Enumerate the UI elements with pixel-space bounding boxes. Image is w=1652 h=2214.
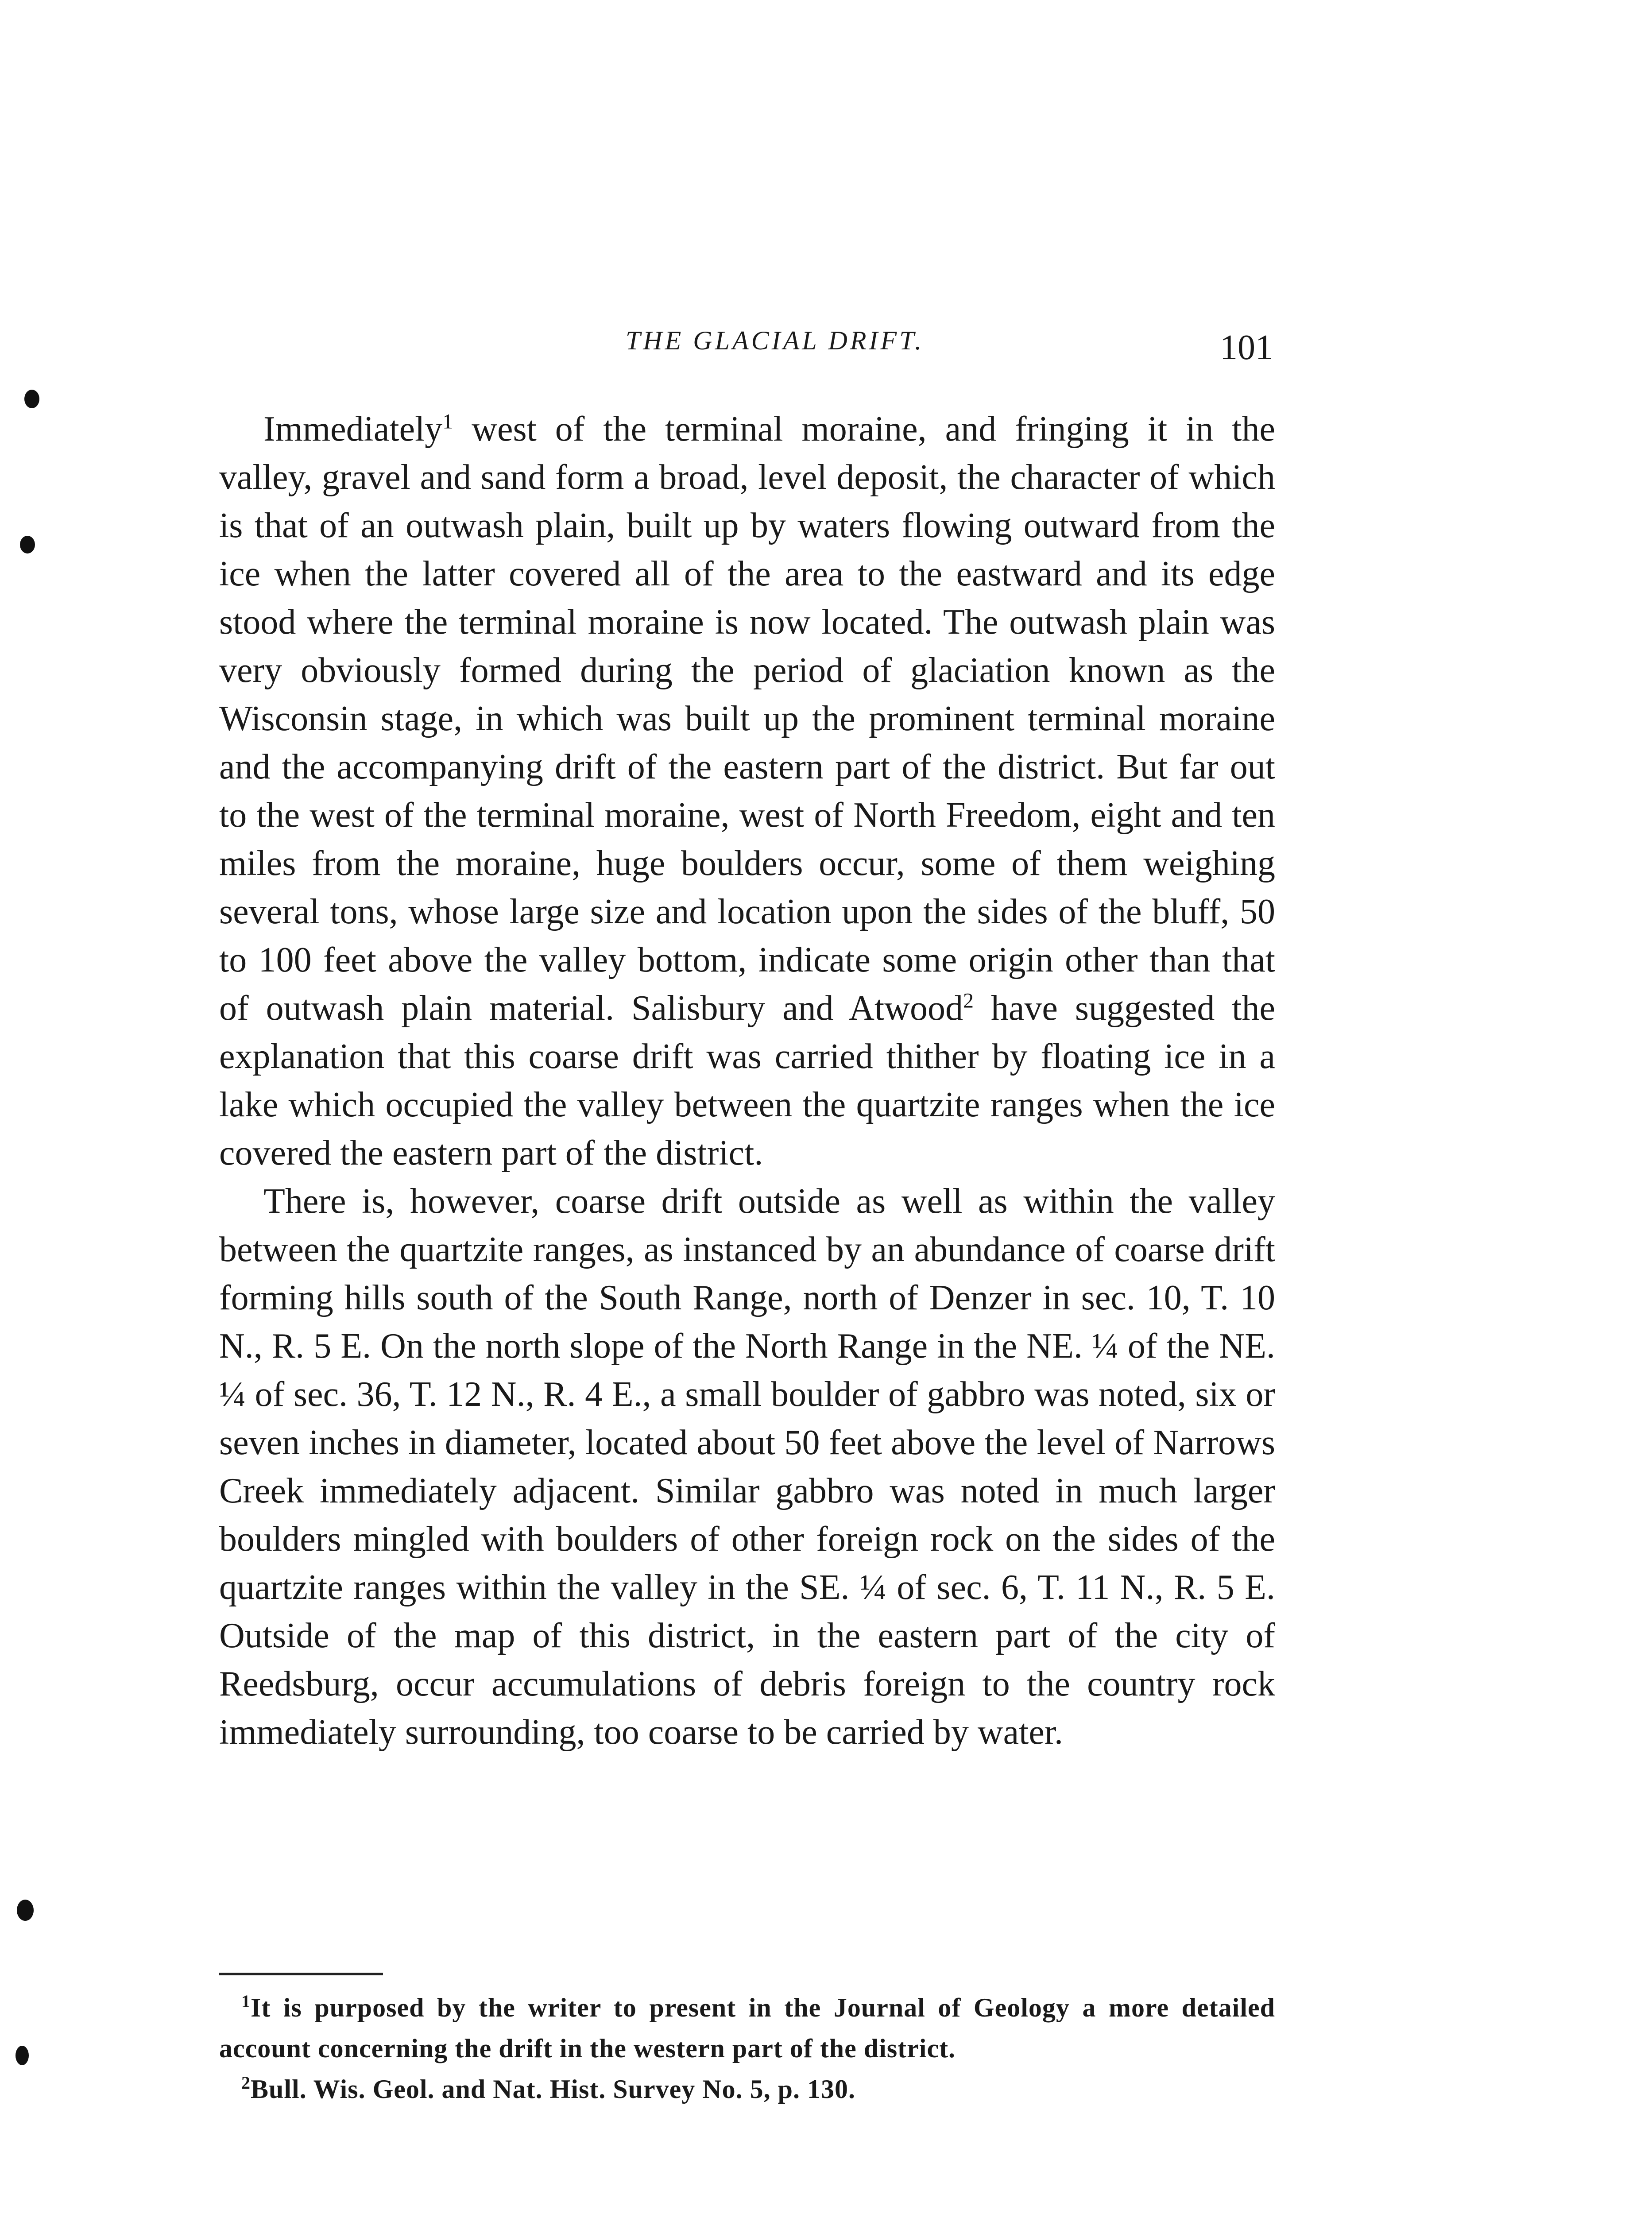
footnote-2-marker: 2 — [241, 2073, 251, 2093]
paragraph-1-text-b: west of the terminal moraine, and fringing it in the valley, gravel and sand form a broad, level deposit, the character of which is that of an outwash plain, built up by waters flowing outward from the ice when the latter covered all of the area to the eastward and its edge stood where the terminal moraine is now located. The outwash plain was very obviously formed during the period of glaciation known as the Wisconsin stage, in which was built up the prominent terminal moraine and the accompanying drift of the eastern part of the district. But far out to the west of the terminal moraine, west of North Freedom, eight and ten miles from the moraine, huge boulders occur, some of them weighing several tons, whose large size and location upon the sides of the bluff, 50 to 100 feet above the valley bottom, indicate some origin other than that of outwash plain material. Salisbury and Atwood — [219, 410, 1275, 1028]
paragraph-2-text-d: of sec. 6, T. 11 N., R. 5 E. Outside of the map of this district, in the eastern part of the city of Reedsburg, occur accumulations of debris foreign to the country rock immediately surrounding, too coarse to be carried by water. — [219, 1568, 1276, 1752]
footnote-1-text: It is purposed by the writer to present in the Journal of Geology a more detailed account concerning the drift in the western part of the district. — [219, 1993, 1275, 2063]
paragraph-2-text-c: of sec. 36, T. 12 N., R. 4 E., a small boulder of gabbro was noted, six or seven inches in diameter, located about 50 feet above the level of Narrows Creek immediately adjacent. Similar gabbro was noted in much larger boulders mingled with boulders of other foreign rock on the sides of the quartzite ranges within the valley in the SE. — [219, 1375, 1275, 1607]
binding-mark — [15, 2046, 29, 2065]
footnote-2 — [219, 2069, 1275, 2109]
binding-mark — [17, 1900, 34, 1921]
page-number: 101 — [1220, 328, 1273, 367]
paragraph-2-text-a: There is, however, coarse drift outside as well as within the valley between the quartzite ranges, as instanced by an abundance of coarse drift forming hills south of the South Range, north of Denzer in sec. 10, T. 10 N., R. 5 E. On the north slope of the North Range in the NE. — [219, 1182, 1275, 1366]
body-text — [219, 405, 1275, 1757]
footnote-ref-2: 2 — [963, 989, 974, 1013]
fraction-quarter-1: ¼ — [1091, 1327, 1118, 1366]
footnotes — [219, 1987, 1275, 2109]
footnote-1 — [219, 1987, 1275, 2069]
fraction-quarter-3: ¼ — [859, 1568, 886, 1607]
footnote-2-text: Bull. Wis. Geol. and Nat. Hist. Survey No. 5, p. 130. — [251, 2075, 855, 2104]
paragraph-1-text-a: Immediately — [263, 410, 443, 449]
binding-mark — [20, 536, 35, 554]
footnote-1-marker: 1 — [241, 1991, 251, 2011]
paragraph-2 — [219, 1177, 1275, 1757]
binding-mark — [24, 390, 39, 408]
footnote-rule — [219, 1973, 383, 1975]
footnote-ref-1: 1 — [442, 410, 453, 434]
paragraph-1 — [219, 405, 1275, 1177]
paragraph-1-text-c: have suggested the explanation that this coarse drift was carried thither by floating ice in a lake which occupied the valley between the quartzite ranges when the ice covered the eastern part of the district. — [219, 989, 1276, 1173]
running-title: THE GLACIAL DRIFT. — [625, 326, 925, 355]
paragraph-2-text-b: of the NE. — [1118, 1327, 1276, 1366]
fraction-quarter-2: ¼ — [219, 1375, 246, 1414]
